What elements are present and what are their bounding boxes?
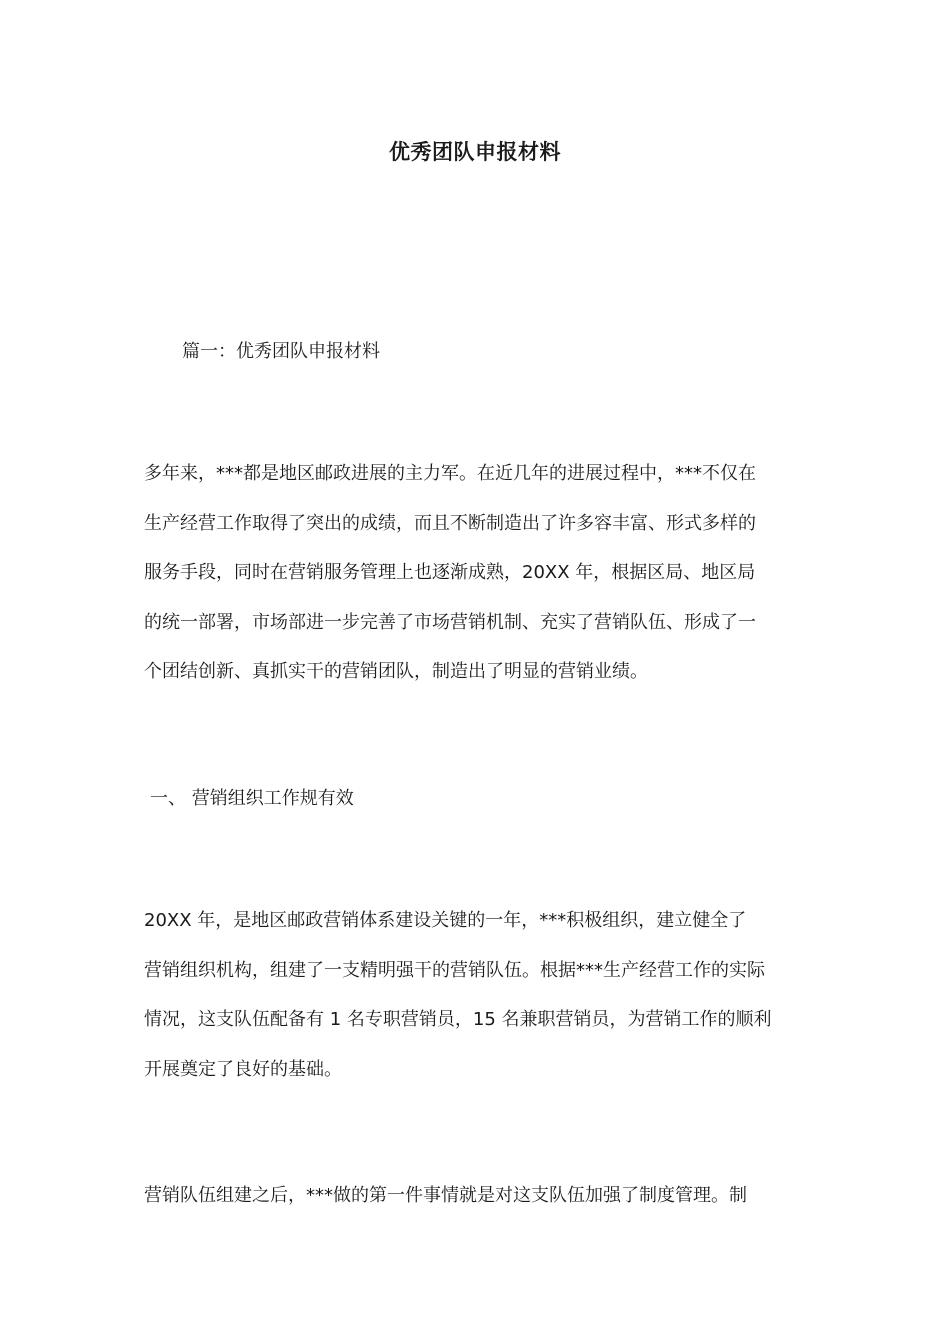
paragraph-line: 多年来，***都是地区邮政进展的主力军。在近几年的进展过程中，***不仅在 xyxy=(144,463,756,484)
paragraph-2 xyxy=(144,896,814,1094)
paragraph-3 xyxy=(144,1171,814,1221)
document-title: 优秀团队申报材料 xyxy=(389,140,561,164)
section-heading: 篇一：优秀团队申报材料 xyxy=(182,341,380,362)
paragraph-line: 营销队伍组建之后，***做的第一件事情就是对这支队伍加强了制度管理。制 xyxy=(144,1185,747,1206)
paragraph-1 xyxy=(144,449,814,697)
paragraph-line: 营销组织机构，组建了一支精明强干的营销队伍。根据***生产经营工作的实际 xyxy=(144,959,765,981)
paragraph-line: 20XX 年，是地区邮政营销体系建设关键的一年，***积极组织，建立健全了 xyxy=(144,910,747,931)
paragraph-line: 服务手段，同时在营销服务管理上也逐渐成熟，20XX 年，根据区局、地区局 xyxy=(144,562,756,583)
paragraph-line: 情况，这支队伍配备有 1 名专职营销员，15 名兼职营销员，为营销工作的顺利 xyxy=(144,1009,772,1030)
paragraph-line: 的统一部署，市场部进一步完善了市场营销机制、充实了营销队伍、形成了一 xyxy=(144,611,756,633)
paragraph-line: 个团结创新、真抓实干的营销团队，制造出了明显的营销业绩。 xyxy=(144,661,648,682)
subheading-1: 一、 营销组织工作规有效 xyxy=(150,788,354,809)
paragraph-line: 生产经营工作取得了突出的成绩，而且不断制造出了许多容丰富、形式多样的 xyxy=(144,512,756,534)
paragraph-line: 开展奠定了良好的基础。 xyxy=(144,1058,342,1080)
